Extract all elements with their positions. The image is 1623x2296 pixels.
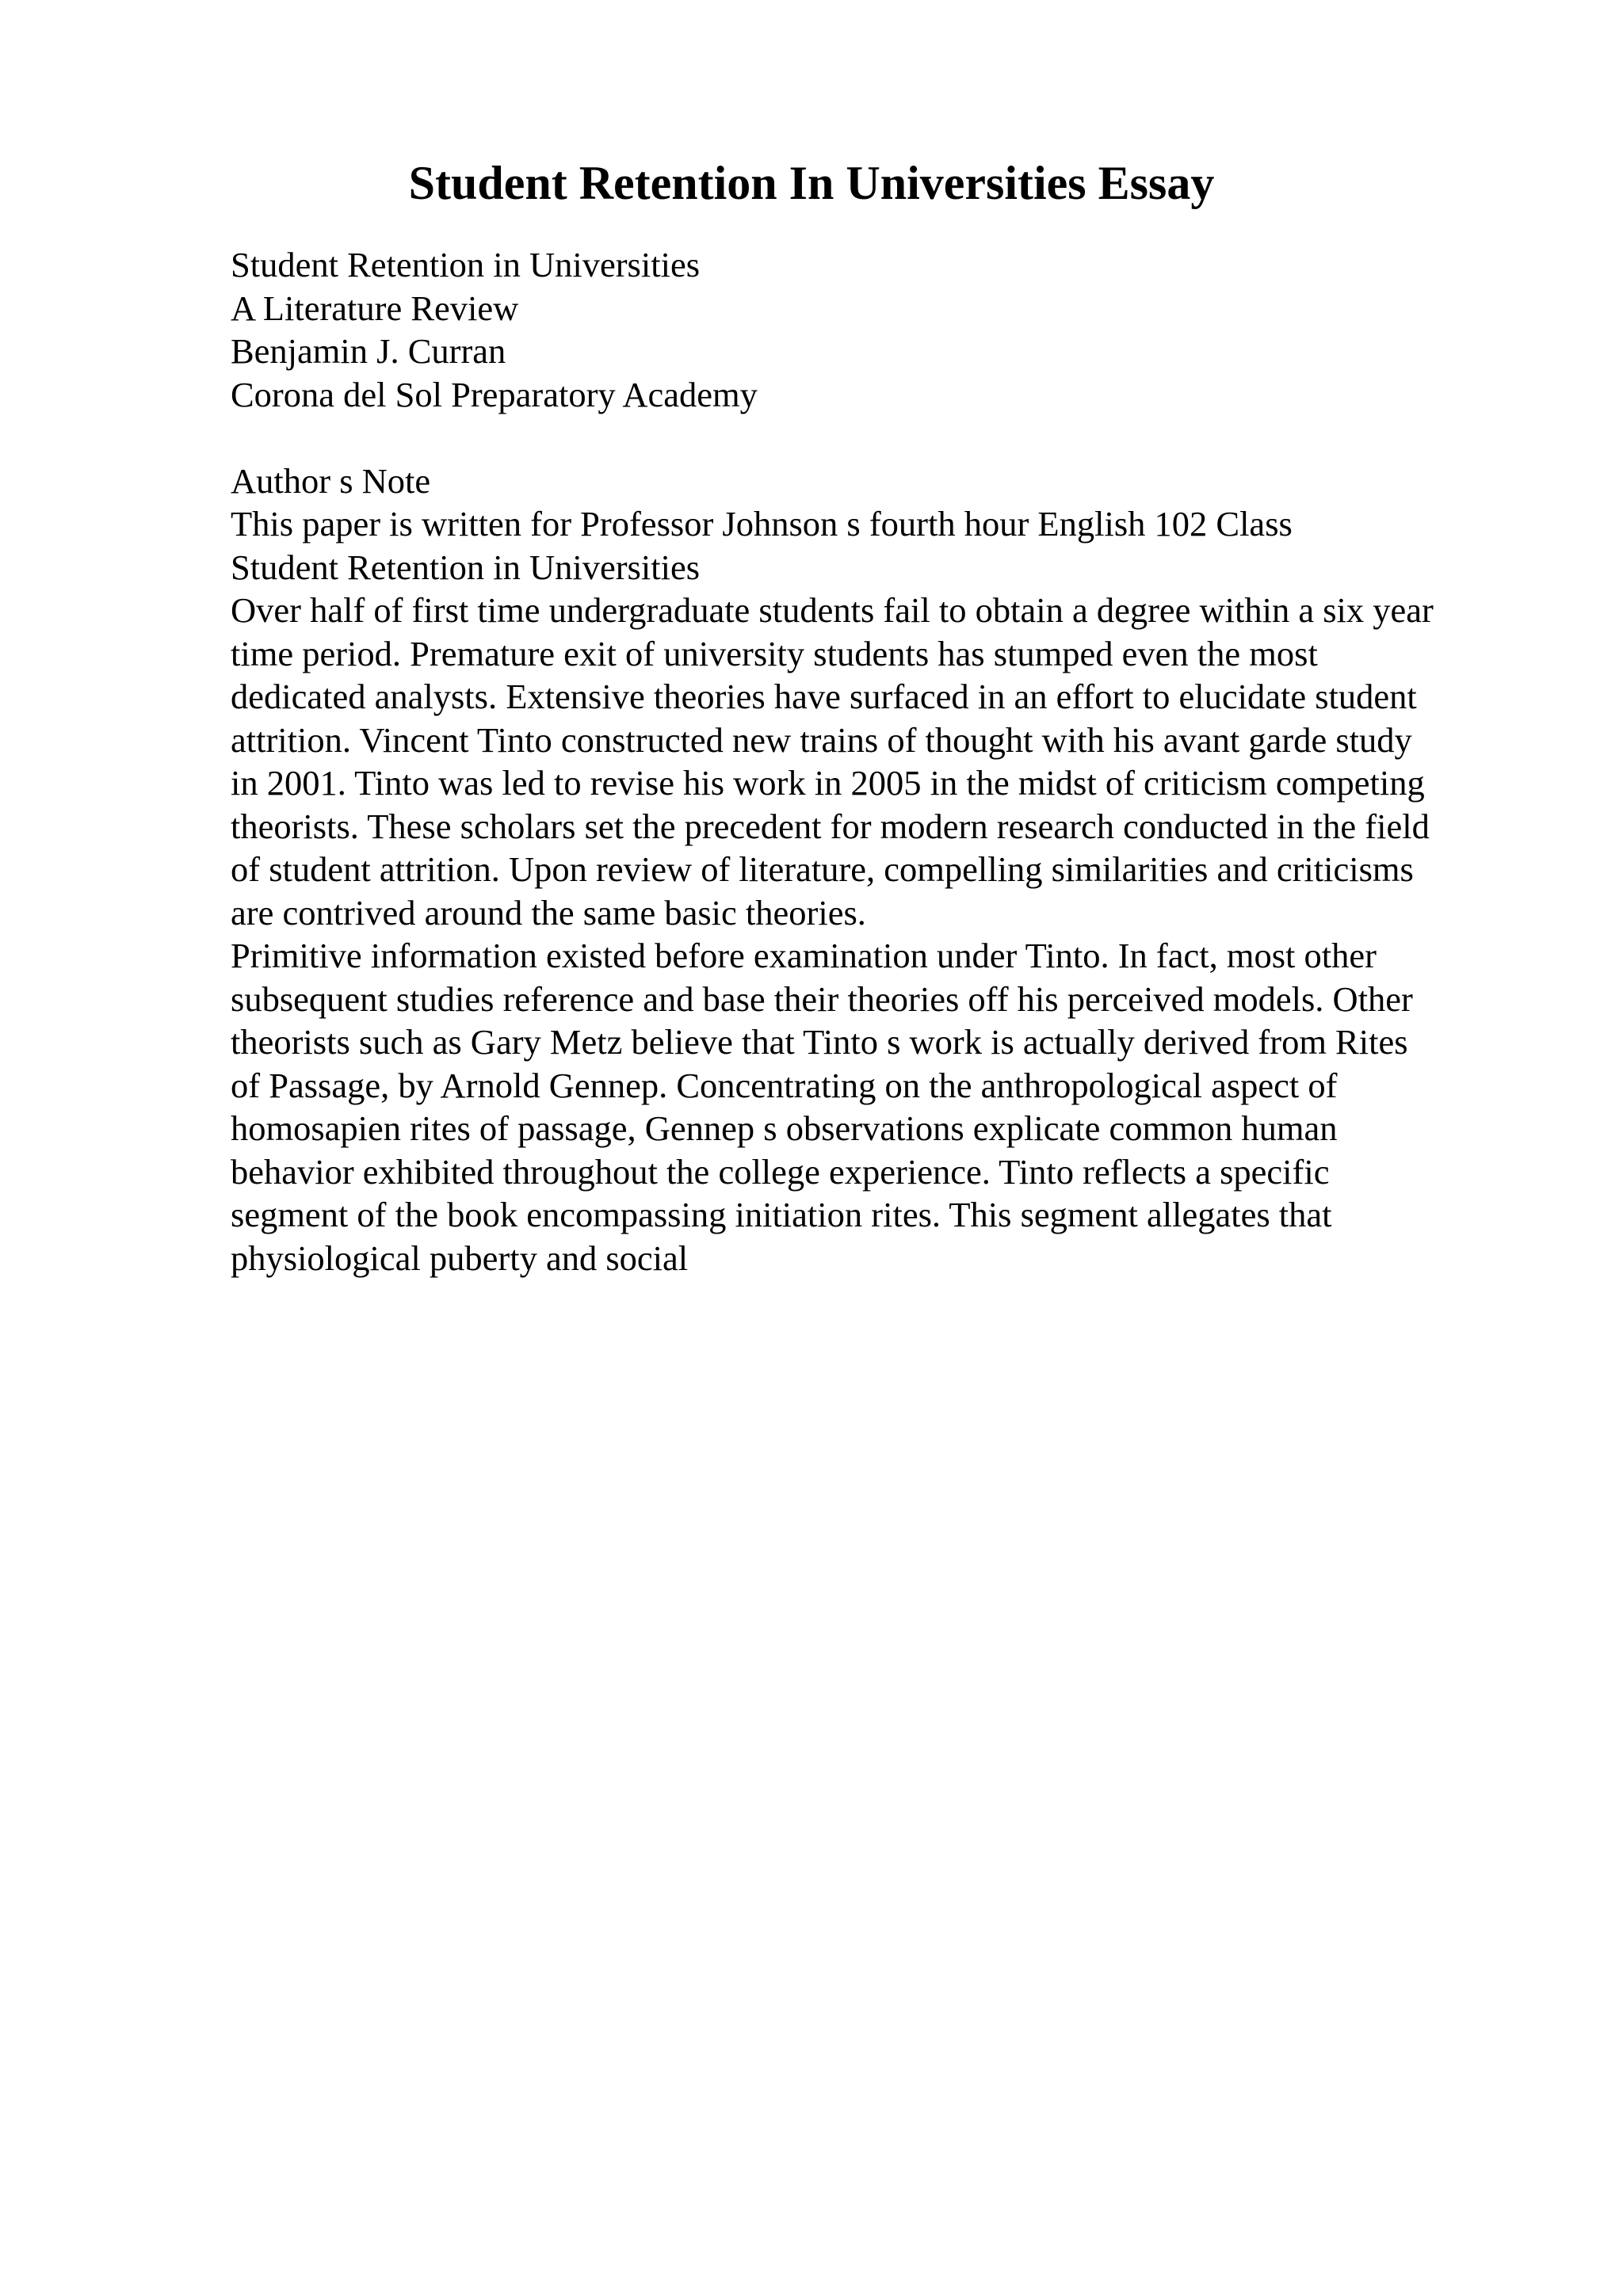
document-body — [231, 243, 1530, 1280]
section-heading: Student Retention in Universities — [231, 547, 701, 587]
header-line-author: Benjamin J. Curran — [231, 331, 506, 371]
header-line-institution: Corona del Sol Preparatory Academy — [231, 374, 758, 414]
paragraph-line: subsequent studies reference and base their theories off his perceived models. Other — [231, 978, 1413, 1019]
title-block — [231, 243, 1530, 416]
paragraph-line: Over half of first time undergraduate students fail to obtain a degree within a six year — [231, 590, 1434, 630]
paragraph-line: Primitive information existed before examination under Tinto. In fact, most other — [231, 936, 1377, 975]
paragraph-line: of student attrition. Upon review of literature, compelling similarities and criticisms — [231, 849, 1414, 889]
author-note-text: This paper is written for Professor Johnson s fourth hour English 102 Class — [231, 504, 1293, 543]
author-note-block — [231, 460, 1530, 589]
paragraph-line: physiological puberty and social — [231, 1238, 689, 1278]
document-title: Student Retention In Universities Essay — [408, 157, 1215, 209]
paragraph-line: attrition. Vincent Tinto constructed new trains of thought with his avant garde study — [231, 719, 1412, 760]
paragraph-line: theorists such as Gary Metz believe that Tinto s work is actually derived from Rites — [231, 1022, 1408, 1062]
paragraph-2 — [231, 934, 1530, 1280]
paragraph-line: are contrived around the same basic theories. — [231, 892, 866, 933]
header-line-subtitle: A Literature Review — [231, 288, 519, 328]
paragraph-line: dedicated analysts. Extensive theories have surfaced in an effort to elucidate student — [231, 677, 1417, 716]
paragraph-line: behavior exhibited throughout the college experience. Tinto reflects a specific — [231, 1151, 1330, 1192]
paragraph-line: theorists. These scholars set the precedent for modern research conducted in the field — [231, 806, 1430, 846]
paragraph-line: time period. Premature exit of university students has stumped even the most — [231, 633, 1318, 673]
paragraph-line: homosapien rites of passage, Gennep s observations explicate common human — [231, 1108, 1338, 1148]
paragraph-line: segment of the book encompassing initiation rites. This segment allegates that — [231, 1195, 1332, 1234]
header-line-paper-title: Student Retention in Universities — [231, 245, 701, 284]
paragraph-1 — [231, 589, 1530, 934]
paragraph-line: of Passage, by Arnold Gennep. Concentrating on the anthropological aspect of — [231, 1065, 1338, 1105]
author-note-heading: Author s Note — [231, 460, 431, 501]
spacer — [231, 416, 1530, 460]
paragraph-line: in 2001. Tinto was led to revise his work in 2005 in the midst of criticism competing — [231, 763, 1425, 803]
